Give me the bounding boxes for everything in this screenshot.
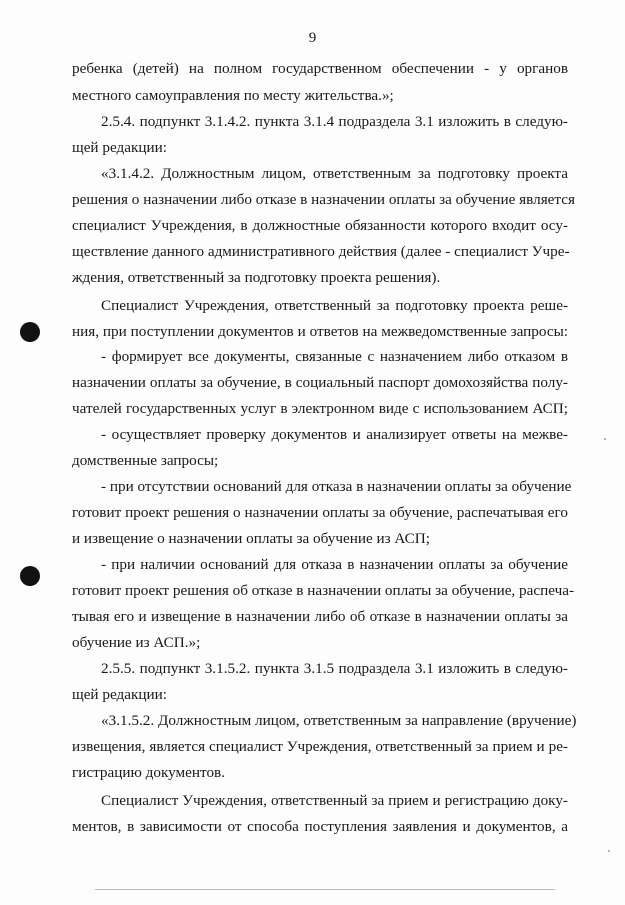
text-line: ждения, ответственный за подготовку проекта решения).	[72, 269, 441, 286]
text-line: решения о назначении либо отказе в назначении оплаты за обучение является	[72, 191, 575, 208]
text-line: обучение из АСП.»;	[72, 634, 201, 651]
text-line: гистрацию документов.	[72, 764, 226, 781]
text-line: щей редакции:	[72, 139, 167, 156]
text-line: тывая его и извещение в назначении либо об отказе в назначении оплаты за	[72, 608, 568, 625]
scan-edge-line	[95, 889, 555, 890]
text-line: щей редакции:	[72, 686, 167, 703]
scan-speck	[608, 850, 610, 852]
text-line: Специалист Учреждения, ответственный за подготовку проекта реше-	[101, 297, 568, 314]
text-line: - при наличии оснований для отказа в назначении оплаты за обучение	[101, 556, 568, 573]
text-line: «3.1.4.2. Должностным лицом, ответственным за подготовку проекта	[101, 165, 568, 182]
text-line: - при отсутствии оснований для отказа в назначении оплаты за обучение	[101, 478, 572, 495]
text-line: - формирует все документы, связанные с назначением либо отказом в	[101, 348, 568, 365]
scan-speck	[604, 438, 606, 440]
text-line: извещения, является специалист Учреждения, ответственный за прием и ре-	[72, 738, 568, 755]
text-line: местного самоуправления по месту жительства.»;	[72, 87, 394, 104]
text-line: ния, при поступлении документов и ответов на межведомственные запросы:	[72, 323, 568, 340]
text-line: ребенка (детей) на полном государственном обеспечении - у органов	[72, 60, 568, 77]
punch-hole-bottom	[20, 566, 40, 586]
text-line: назначении оплаты за обучение, в социальный паспорт домохозяйства полу-	[72, 374, 568, 391]
text-line: «3.1.5.2. Должностным лицом, ответственным за направление (вручение)	[101, 712, 577, 729]
text-line: 2.5.4. подпункт 3.1.4.2. пункта 3.1.4 подраздела 3.1 изложить в следую-	[101, 113, 568, 130]
text-line: готовит проект решения об отказе в назначении оплаты за обучение, распеча-	[72, 582, 575, 599]
text-line: Специалист Учреждения, ответственный за прием и регистрацию доку-	[101, 792, 568, 809]
text-line: - осуществляет проверку документов и анализирует ответы на межве-	[101, 426, 568, 443]
punch-hole-top	[20, 322, 40, 342]
text-line: домственные запросы;	[72, 452, 219, 469]
text-line: ществление данного административного действия (далее - специалист Учре-	[72, 243, 570, 260]
page-number: 9	[308, 30, 317, 46]
text-line: 2.5.5. подпункт 3.1.5.2. пункта 3.1.5 подраздела 3.1 изложить в следую-	[101, 660, 568, 677]
text-line: специалист Учреждения, в должностные обязанности которого входит осу-	[72, 217, 568, 234]
text-line: готовит проект решения о назначении оплаты за обучение, распечатывая его	[72, 504, 568, 521]
text-line: ментов, в зависимости от способа поступления заявления и документов, а	[72, 818, 568, 835]
text-line: чателей государственных услуг в электронном виде с использованием АСП;	[72, 400, 568, 417]
text-line: и извещение о назначении оплаты за обучение из АСП;	[72, 530, 430, 547]
